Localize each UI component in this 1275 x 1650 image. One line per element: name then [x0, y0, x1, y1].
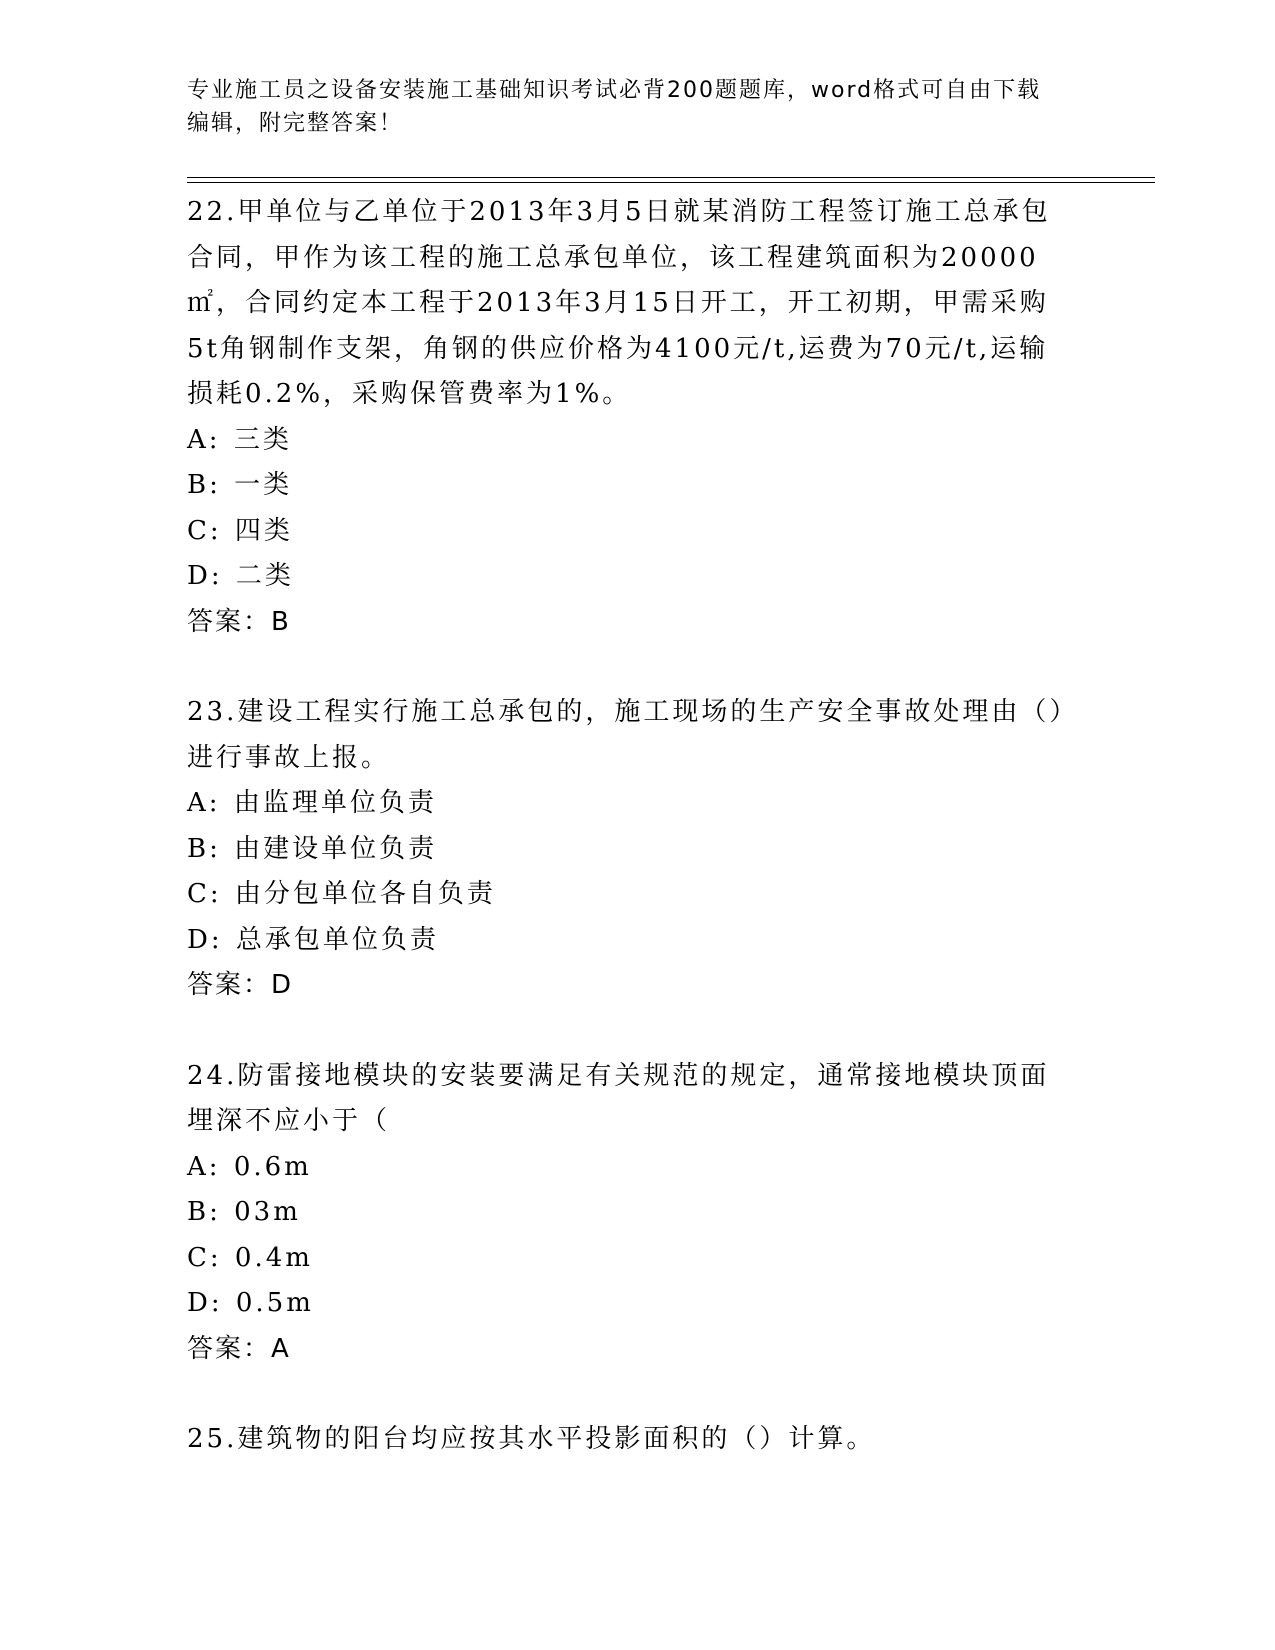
question-text: 23.建设工程实行施工总承包的，施工现场的生产安全事故处理由（）进行事故上报。: [187, 697, 1066, 773]
option-b: [187, 827, 1077, 873]
option-text: 四类: [234, 515, 293, 546]
option-letter: A:: [187, 424, 221, 455]
option-text: 0.6m: [233, 1151, 312, 1182]
question-text: 25.建筑物的阳台均应按其水平投影面积的（）计算。: [187, 1424, 876, 1454]
header-line-2: 编辑，附完整答案！: [187, 111, 404, 136]
question-25: [187, 1417, 1077, 1463]
answer-label: 答案：B: [187, 606, 291, 637]
option-text: 一类: [234, 470, 293, 500]
option-letter: B:: [187, 833, 221, 864]
option-text: 由建设单位负责: [234, 833, 438, 864]
question-24: [187, 1054, 1077, 1373]
option-letter: B:: [187, 1197, 221, 1227]
option-letter: B:: [187, 470, 221, 500]
option-a: [187, 418, 1077, 464]
question-23: [187, 690, 1077, 1009]
option-d: [187, 554, 1077, 600]
option-text: 三类: [233, 424, 292, 455]
option-c: [187, 872, 1077, 918]
header-divider-bottom: [187, 182, 1155, 183]
option-letter: C:: [187, 1242, 222, 1273]
question-text: 24.防雷接地模块的安装要满足有关规范的规定，通常接地模块顶面埋深不应小于（: [187, 1060, 1050, 1136]
question-spacer: [187, 1372, 1077, 1417]
answer-label: 答案：D: [187, 970, 294, 1000]
option-c: [187, 1236, 1077, 1282]
option-text: 由分包单位各自负责: [234, 879, 496, 909]
option-c: [187, 509, 1077, 555]
option-b: [187, 1190, 1077, 1236]
option-text: 二类: [235, 561, 294, 591]
option-letter: D:: [187, 561, 223, 591]
option-text: 总承包单位负责: [235, 924, 439, 955]
option-a: [187, 781, 1077, 827]
option-letter: C:: [187, 515, 222, 546]
option-letter: A:: [187, 1151, 221, 1182]
option-letter: A:: [187, 788, 221, 818]
option-d: [187, 1281, 1077, 1327]
option-letter: D:: [187, 924, 223, 955]
option-text: 03m: [234, 1197, 301, 1227]
option-a: [187, 1145, 1077, 1191]
question-spacer: [187, 1009, 1077, 1054]
option-text: 由监理单位负责: [233, 788, 437, 818]
question-spacer: [187, 645, 1077, 690]
question-list: [187, 190, 1077, 1463]
header-line-1: 专业施工员之设备安装施工基础知识考试必背200题题库，word格式可自由下载: [187, 78, 1042, 103]
question-text: 22.甲单位与乙单位于2013年3月5日就某消防工程签订施工总承包合同，甲作为该工程的施工总承包单位，该工程建筑面积为20000㎡，合同约定本工程于2013年3月15日开工，开工初期，甲需采购5t角钢制作支架，角钢的供应价格为4100元/t,运费为70元/t,运输损耗0.2%，采购保管费率为1%。: [187, 197, 1051, 409]
question-22: [187, 190, 1077, 645]
answer-label: 答案：A: [187, 1333, 291, 1364]
option-text: 0.4m: [234, 1242, 313, 1273]
option-text: 0.5m: [235, 1288, 314, 1318]
header-divider-top: [187, 177, 1155, 178]
document-header: [187, 74, 1107, 140]
option-d: [187, 918, 1077, 964]
option-letter: D:: [187, 1288, 223, 1318]
option-letter: C:: [187, 879, 222, 909]
option-b: [187, 463, 1077, 509]
